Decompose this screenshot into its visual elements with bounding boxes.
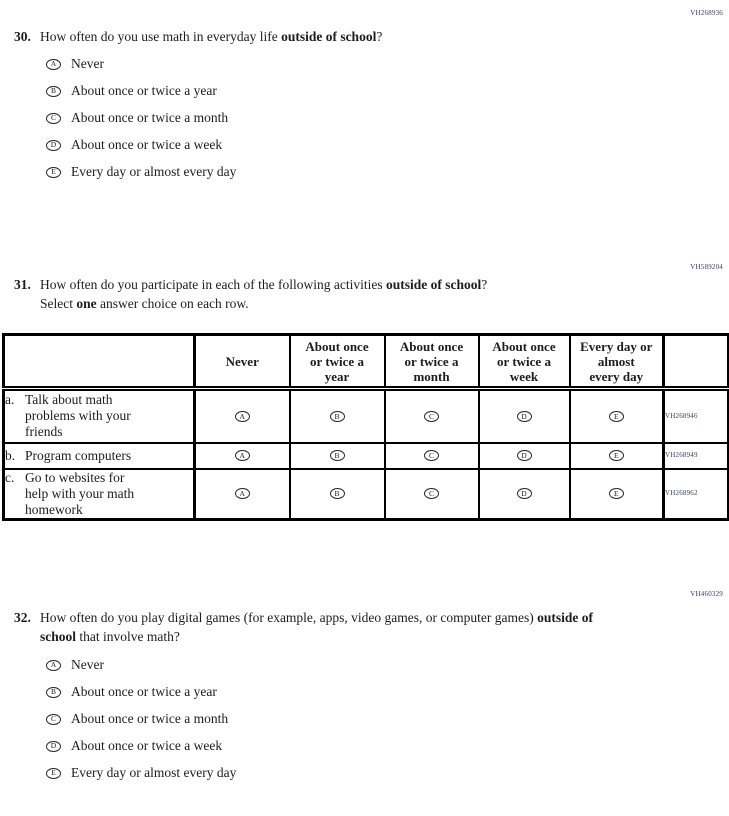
option-label: About once or twice a month	[71, 711, 229, 726]
option-row	[46, 658, 729, 672]
table-row-b	[4, 443, 729, 469]
table-row-a	[4, 389, 729, 443]
header-line: or twice a	[497, 353, 551, 369]
row-label-line: Go to websites for	[25, 469, 125, 485]
option-bubble-a[interactable]: A	[235, 411, 250, 422]
option-bubble-d[interactable]: D	[517, 488, 532, 499]
option-label: Never	[71, 657, 104, 672]
question-text-segment: Select	[40, 296, 77, 311]
row-label-line: friends	[25, 424, 63, 440]
row-label-cell	[4, 443, 195, 469]
option-bubble-b[interactable]: B	[330, 411, 345, 422]
row-code: VH268962	[664, 469, 729, 520]
header-line: every day	[589, 368, 644, 384]
option-row	[46, 712, 729, 726]
options-list	[46, 658, 729, 780]
option-row	[46, 138, 729, 152]
question-32	[0, 585, 729, 793]
option-row	[46, 84, 729, 98]
row-label-cell	[4, 389, 195, 443]
question-text	[40, 608, 632, 646]
answer-cell	[479, 389, 570, 443]
option-bubble-e[interactable]: E	[609, 488, 624, 499]
header-line: or twice a	[310, 353, 364, 369]
row-code: VH268946	[664, 389, 729, 443]
options-list	[46, 57, 729, 179]
option-bubble-b[interactable]: B	[330, 488, 345, 499]
answer-cell	[195, 469, 290, 520]
header-line: week	[509, 368, 539, 384]
row-prefix: a.	[5, 392, 15, 408]
row-label-line: Program computers	[25, 447, 132, 463]
row-label-text	[25, 392, 131, 440]
answer-cell	[290, 389, 385, 443]
question-text-segment: How often do you participate in each of the following activities	[40, 277, 387, 292]
option-label: About once or twice a week	[71, 137, 223, 152]
question-text-segment: that involve math?	[76, 629, 180, 644]
option-bubble-d[interactable]: D	[46, 741, 61, 752]
question-30	[0, 0, 729, 192]
option-row	[46, 111, 729, 125]
option-row	[46, 766, 729, 780]
question-31-head	[0, 275, 729, 313]
table-header-row	[4, 335, 729, 389]
answer-cell	[479, 469, 570, 520]
row-label-line: Talk about math	[25, 392, 113, 408]
question-32-code: VH460329	[690, 590, 723, 598]
question-number: 30.	[14, 29, 31, 44]
row-prefix: b.	[5, 447, 16, 463]
question-text-segment: ?	[376, 29, 383, 44]
answer-cell	[290, 469, 385, 520]
option-bubble-a[interactable]: A	[46, 660, 61, 671]
answer-cell	[385, 469, 479, 520]
question-number: 31.	[14, 277, 31, 292]
answer-cell	[570, 443, 664, 469]
row-label-line: homework	[25, 501, 83, 517]
answer-cell	[195, 389, 290, 443]
row-code: VH268949	[664, 443, 729, 469]
option-bubble-c[interactable]: C	[424, 411, 439, 422]
option-bubble-e[interactable]: E	[609, 411, 624, 422]
option-label: Every day or almost every day	[71, 765, 237, 780]
column-header-every-day	[570, 335, 664, 389]
table-code-header-cell	[664, 335, 729, 389]
option-label: About once or twice a year	[71, 83, 217, 98]
header-line: Never	[225, 353, 259, 369]
question-text-bold-segment: outside of school	[40, 610, 594, 644]
question-text-segment: ?	[481, 277, 488, 292]
question-text-segment: answer choice on each row.	[96, 296, 249, 311]
header-line: almost	[597, 353, 635, 369]
header-line: About once	[492, 338, 556, 354]
option-label: About once or twice a month	[71, 110, 229, 125]
option-bubble-b[interactable]: B	[46, 86, 61, 97]
option-bubble-e[interactable]: E	[46, 768, 61, 779]
answer-cell	[385, 443, 479, 469]
answer-cell	[290, 443, 385, 469]
table-row-c	[4, 469, 729, 520]
option-bubble-c[interactable]: C	[46, 714, 61, 725]
header-line: About once	[305, 338, 369, 354]
column-header-once-twice-year	[290, 335, 385, 389]
option-bubble-e[interactable]: E	[609, 450, 624, 461]
question-text-bold-segment: outside of school	[281, 29, 377, 44]
option-bubble-b[interactable]: B	[330, 450, 345, 461]
question-30-code: VH268936	[690, 9, 723, 17]
option-row	[46, 685, 729, 699]
option-bubble-d[interactable]: D	[46, 140, 61, 151]
question-text	[40, 275, 487, 313]
option-bubble-d[interactable]: D	[517, 411, 532, 422]
option-bubble-c[interactable]: C	[424, 488, 439, 499]
row-label-text	[25, 470, 134, 518]
column-header-never	[195, 335, 290, 389]
question-number: 32.	[14, 610, 31, 625]
answer-cell	[570, 469, 664, 520]
question-31	[0, 258, 729, 521]
option-row	[46, 57, 729, 71]
option-row	[46, 739, 729, 753]
header-line: Every day or	[580, 338, 653, 354]
row-label-cell	[4, 469, 195, 520]
question-text-bold-segment: outside of school	[386, 277, 482, 292]
question-31-code: VH589204	[690, 263, 723, 271]
option-bubble-b[interactable]: B	[46, 687, 61, 698]
header-line: or twice a	[404, 353, 459, 369]
question-text-bold-segment: one	[76, 296, 97, 311]
option-bubble-a[interactable]: A	[235, 488, 250, 499]
question-line-2	[40, 294, 487, 313]
option-bubble-e[interactable]: E	[46, 167, 61, 178]
option-bubble-d[interactable]: D	[517, 450, 532, 461]
option-row	[46, 165, 729, 179]
question-30-head	[0, 27, 729, 46]
table-corner-cell	[4, 335, 195, 389]
header-line: year	[324, 368, 350, 384]
option-bubble-c[interactable]: C	[424, 450, 439, 461]
option-label: Every day or almost every day	[71, 164, 237, 179]
column-header-once-twice-month	[385, 335, 479, 389]
question-text-segment: How often do you play digital games (for example, apps, video games, or computer games)	[40, 610, 538, 625]
row-label-line: problems with your	[25, 408, 131, 424]
question-line-1	[40, 275, 487, 294]
question-text-segment: How often do you use math in everyday life	[40, 29, 282, 44]
answer-cell	[570, 389, 664, 443]
option-label: Never	[71, 56, 104, 71]
column-header-once-twice-week	[479, 335, 570, 389]
frequency-table	[2, 333, 729, 521]
option-label: About once or twice a week	[71, 738, 223, 753]
option-bubble-a[interactable]: A	[46, 59, 61, 70]
option-bubble-c[interactable]: C	[46, 113, 61, 124]
row-prefix: c.	[5, 469, 15, 485]
option-bubble-a[interactable]: A	[235, 450, 250, 461]
answer-cell	[195, 443, 290, 469]
question-32-head	[0, 608, 729, 646]
row-label-line: help with your math	[25, 485, 135, 501]
answer-cell	[479, 443, 570, 469]
row-label-text	[25, 448, 131, 464]
option-label: About once or twice a year	[71, 684, 217, 699]
question-text	[40, 27, 382, 46]
header-line: About once	[399, 338, 464, 354]
header-line: month	[413, 368, 450, 384]
answer-cell	[385, 389, 479, 443]
